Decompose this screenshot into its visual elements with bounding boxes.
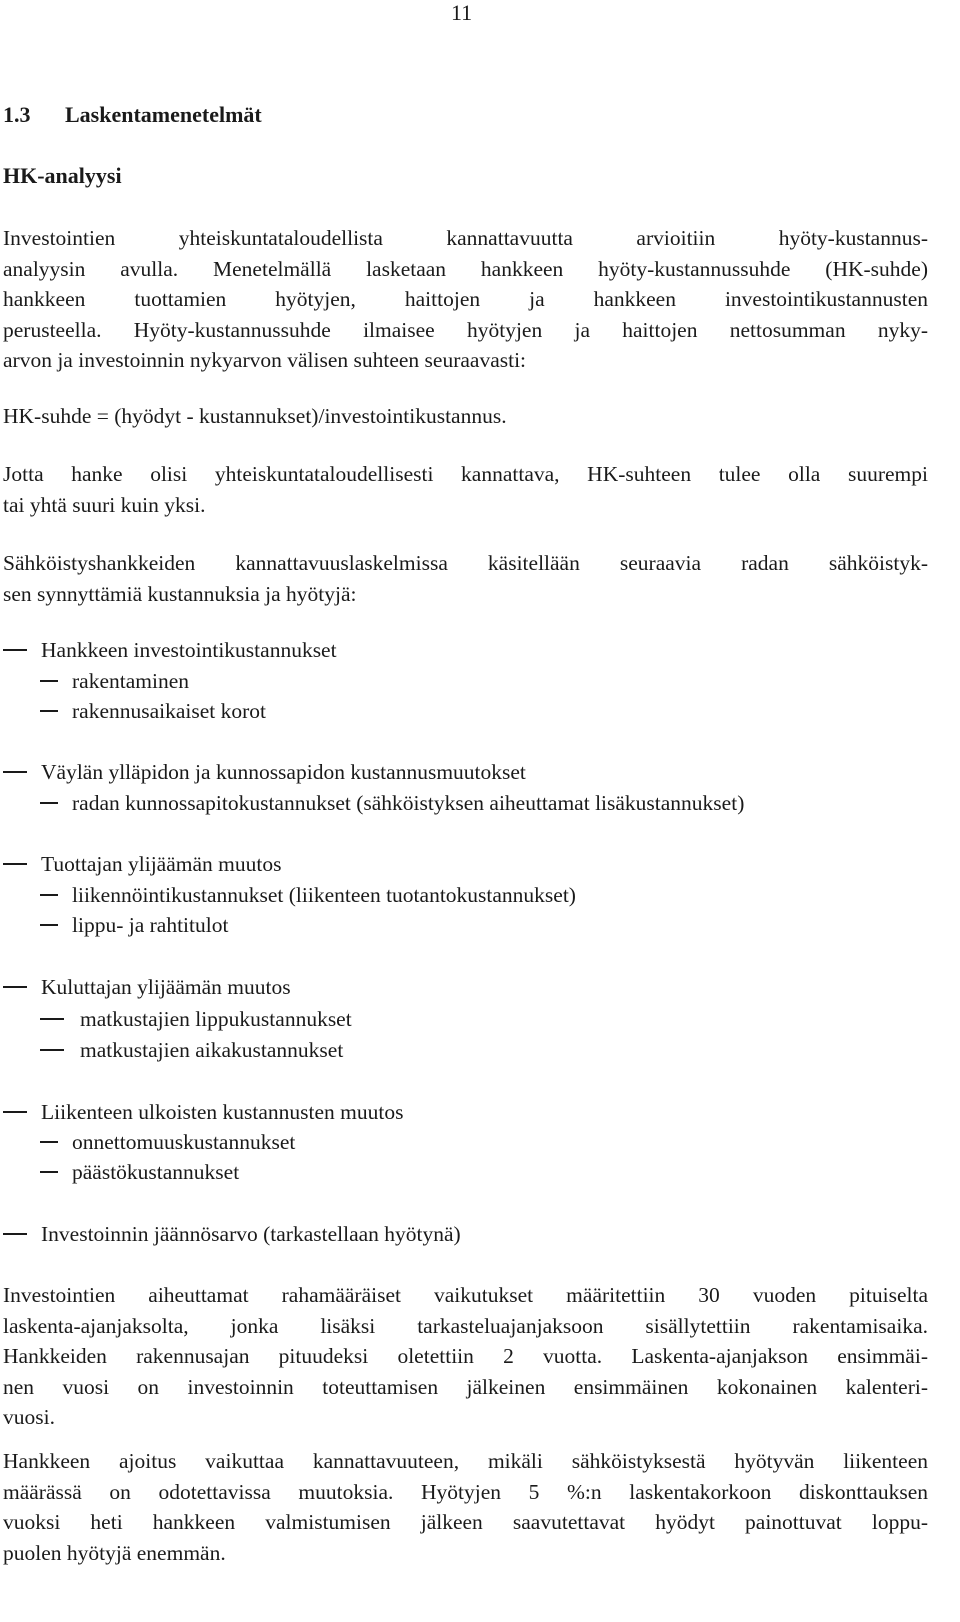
list-subitem (40, 1007, 352, 1032)
list-item (3, 1222, 461, 1247)
dash-bullet (40, 894, 58, 896)
dash-bullet (40, 680, 58, 682)
list-item-label: radan kunnossapitokustannukset (sähköistyksen aiheuttamat lisäkustannukset) (72, 791, 745, 815)
section-title: Laskentamenetelmät (65, 102, 262, 127)
dash-bullet (3, 986, 27, 988)
text-line: Sähköistyshankkeiden kannattavuuslaskelmissa käsitellään seuraavia radan sähköistyk- (3, 551, 928, 575)
text-line: vuoksi heti hankkeen valmistumisen jälkeen saavutettavat hyödyt painottuvat loppu- (3, 1510, 928, 1534)
list-item (3, 1100, 403, 1125)
dash-bullet (40, 802, 58, 804)
subheading: HK-analyysi (3, 163, 122, 188)
text-line: arvon ja investoinnin nykyarvon välisen suhteen seuraavasti: (3, 348, 527, 372)
text-line: perusteella. Hyöty-kustannussuhde ilmaisee hyötyjen ja haittojen nettosumman nyky- (3, 317, 928, 342)
list-item-label: Kuluttajan ylijäämän muutos (41, 975, 291, 999)
text-line: tai yhtä suuri kuin yksi. (3, 492, 206, 517)
text-line: vuosi. (3, 1405, 55, 1429)
dash-bullet (40, 924, 58, 926)
list-item-label: liikennöintikustannukset (liikenteen tuotantokustannukset) (72, 883, 576, 907)
dash-bullet (40, 1141, 58, 1143)
list-item-label: onnettomuuskustannukset (72, 1130, 296, 1154)
list-item-label: rakennusaikaiset korot (72, 699, 267, 723)
dash-bullet (3, 1111, 27, 1113)
text-line: Hankkeen ajoitus vaikuttaa kannattavuuteen, mikäli sähköistyksestä hyötyvän liikenteen (3, 1449, 928, 1473)
period-paragraph (3, 1280, 928, 1433)
list-item (3, 852, 281, 877)
text-line: Jotta hanke olisi yhteiskuntataloudellisesti kannattava, HK-suhteen tulee olla suurempi (3, 462, 928, 486)
dash-bullet (40, 1049, 64, 1051)
list-item-label: lippu- ja rahtitulot (72, 913, 229, 937)
text-line: hankkeen tuottamien hyötyjen, haittojen ja hankkeen investointikustannusten (3, 287, 928, 311)
list-subitem (40, 1130, 295, 1155)
list-item (3, 638, 337, 663)
dash-bullet (3, 649, 27, 651)
timing-paragraph (3, 1446, 928, 1568)
dash-bullet (3, 771, 27, 773)
list-subitem (40, 883, 576, 908)
list-item (3, 760, 526, 785)
list-item-label: rakentaminen (72, 669, 190, 693)
text-line: Hankkeiden rakennusajan pituudeksi oletettiin 2 vuotta. Laskenta-ajanjakson ensimmäi- (3, 1344, 928, 1368)
text-line: Investointien yhteiskuntataloudellista kannattavuutta arvioitiin hyöty-kustannus- (3, 226, 928, 250)
list-subitem (40, 699, 266, 724)
section-heading (3, 102, 262, 128)
section-number: 1.3 (3, 102, 31, 127)
condition-paragraph (3, 459, 928, 520)
list-item-label: Hankkeen investointikustannukset (41, 638, 337, 662)
list-subitem (40, 791, 744, 816)
list-subitem (40, 669, 189, 694)
text-line: määrässä on odotettavissa muutoksia. Hyötyjen 5 %:n laskentakorkoon diskonttauksen (3, 1479, 928, 1504)
list-item-label: Investoinnin jäännösarvo (tarkastellaan hyötynä) (41, 1222, 461, 1246)
list-subitem (40, 913, 228, 938)
intro-paragraph (3, 223, 928, 376)
dash-bullet (40, 1018, 64, 1020)
list-item-label: Liikenteen ulkoisten kustannusten muutos (41, 1100, 404, 1124)
page-number: 11 (451, 0, 473, 25)
formula-paragraph (3, 401, 928, 432)
formula: HK-suhde = (hyödyt - kustannukset)/investointikustannus. (3, 404, 507, 428)
dash-bullet (3, 863, 27, 865)
dash-bullet (3, 1233, 27, 1235)
list-item-label: Väylän ylläpidon ja kunnossapidon kustannusmuutokset (41, 760, 526, 784)
list-subitem (40, 1160, 239, 1185)
text-line: sen synnyttämiä kustannuksia ja hyötyjä: (3, 581, 357, 606)
text-line: Investointien aiheuttamat rahamääräiset vaikutukset määritettiin 30 vuoden pituiselta (3, 1283, 928, 1307)
text-line: laskenta-ajanjaksolta, jonka lisäksi tarkasteluajanjaksoon sisällytettiin rakentamisaika. (3, 1313, 928, 1338)
list-item-label: Tuottajan ylijäämän muutos (41, 852, 282, 876)
list-item-label: päästökustannukset (72, 1160, 240, 1184)
dash-bullet (40, 1171, 58, 1173)
list-item (3, 975, 291, 1000)
text-line: analyysin avulla. Menetelmällä lasketaan hankkeen hyöty-kustannussuhde (HK-suhde) (3, 256, 928, 281)
text-line: puolen hyötyjä enemmän. (3, 1540, 226, 1565)
text-line: nen vuosi on investoinnin toteuttamisen jälkeinen ensimmäinen kokonainen kalenteri- (3, 1374, 928, 1399)
list-intro-paragraph (3, 548, 928, 609)
list-item-label: matkustajien aikakustannukset (80, 1038, 344, 1062)
list-item-label: matkustajien lippukustannukset (80, 1007, 352, 1031)
dash-bullet (40, 710, 58, 712)
list-subitem (40, 1038, 343, 1063)
